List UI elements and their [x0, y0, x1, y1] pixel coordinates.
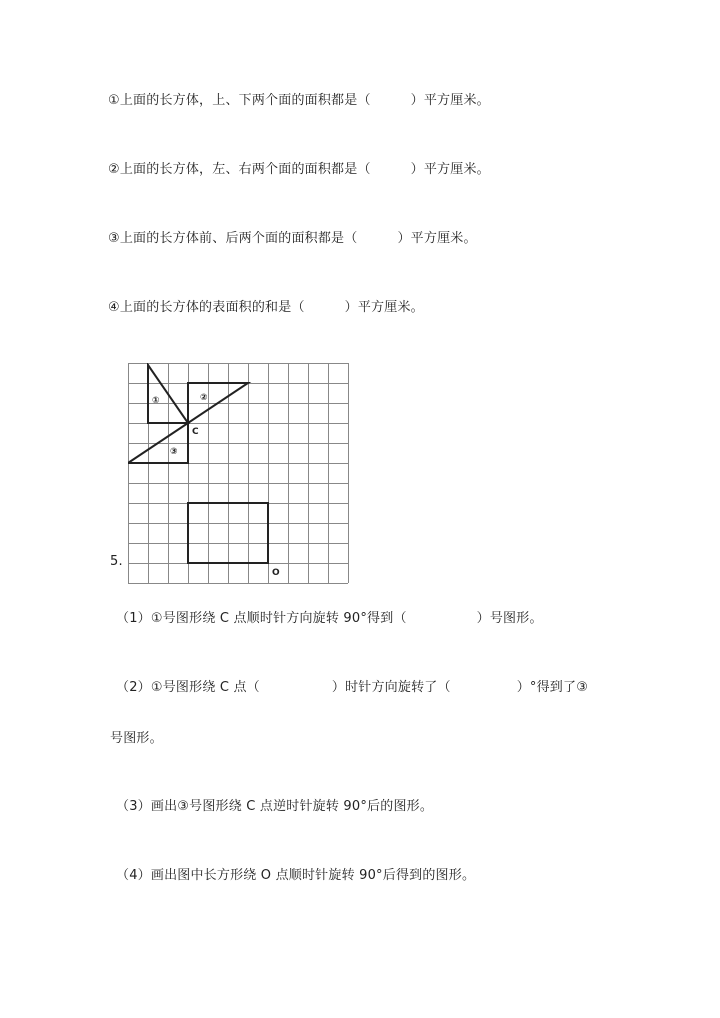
- problem-number: 5.: [110, 554, 123, 569]
- question-3-text-b: ）平方厘米。: [397, 231, 477, 246]
- subquestion-2-continued: 号图形。: [110, 731, 163, 746]
- question-2-text-a: ②上面的长方体，左、右两个面的面积都是（: [108, 162, 371, 177]
- question-4-text-b: ）平方厘米。: [344, 300, 424, 315]
- subquestion-1-text-a: （1）①号图形绕 C 点顺时针方向旋转 90°得到（: [116, 611, 407, 626]
- subquestion-2-text-b: ）时针方向旋转了（: [331, 680, 451, 695]
- subquestion-2: [116, 676, 588, 695]
- label-point-o: O: [272, 568, 280, 578]
- question-3-text-a: ③上面的长方体前、后两个面的面积都是（: [108, 231, 358, 246]
- label-shape-3: ③: [170, 447, 178, 457]
- subquestion-2-text-a: （2）①号图形绕 C 点（: [116, 680, 260, 695]
- subquestion-1-text-b: ）号图形。: [476, 611, 543, 626]
- grid-lines: [128, 363, 349, 584]
- subquestion-3: （3）画出③号图形绕 C 点逆时针旋转 90°后的图形。: [116, 799, 434, 814]
- question-1-text-b: ）平方厘米。: [410, 93, 490, 108]
- question-4: [108, 296, 424, 315]
- label-shape-1: ①: [152, 396, 160, 406]
- subquestion-2-text-c: ）°得到了③: [516, 680, 589, 695]
- question-2: [108, 158, 490, 177]
- question-2-text-b: ）平方厘米。: [410, 162, 490, 177]
- question-3: [108, 227, 477, 246]
- label-point-c: C: [192, 427, 199, 437]
- label-shape-2: ②: [200, 393, 208, 403]
- rotation-grid-figure: [128, 363, 354, 589]
- question-1: [108, 89, 490, 108]
- subquestion-4: （4）画出图中长方形绕 O 点顺时针旋转 90°后得到的图形。: [116, 868, 476, 883]
- subquestion-1: [116, 607, 543, 626]
- question-4-text-a: ④上面的长方体的表面积的和是（: [108, 300, 305, 315]
- question-1-text-a: ①上面的长方体，上、下两个面的面积都是（: [108, 93, 371, 108]
